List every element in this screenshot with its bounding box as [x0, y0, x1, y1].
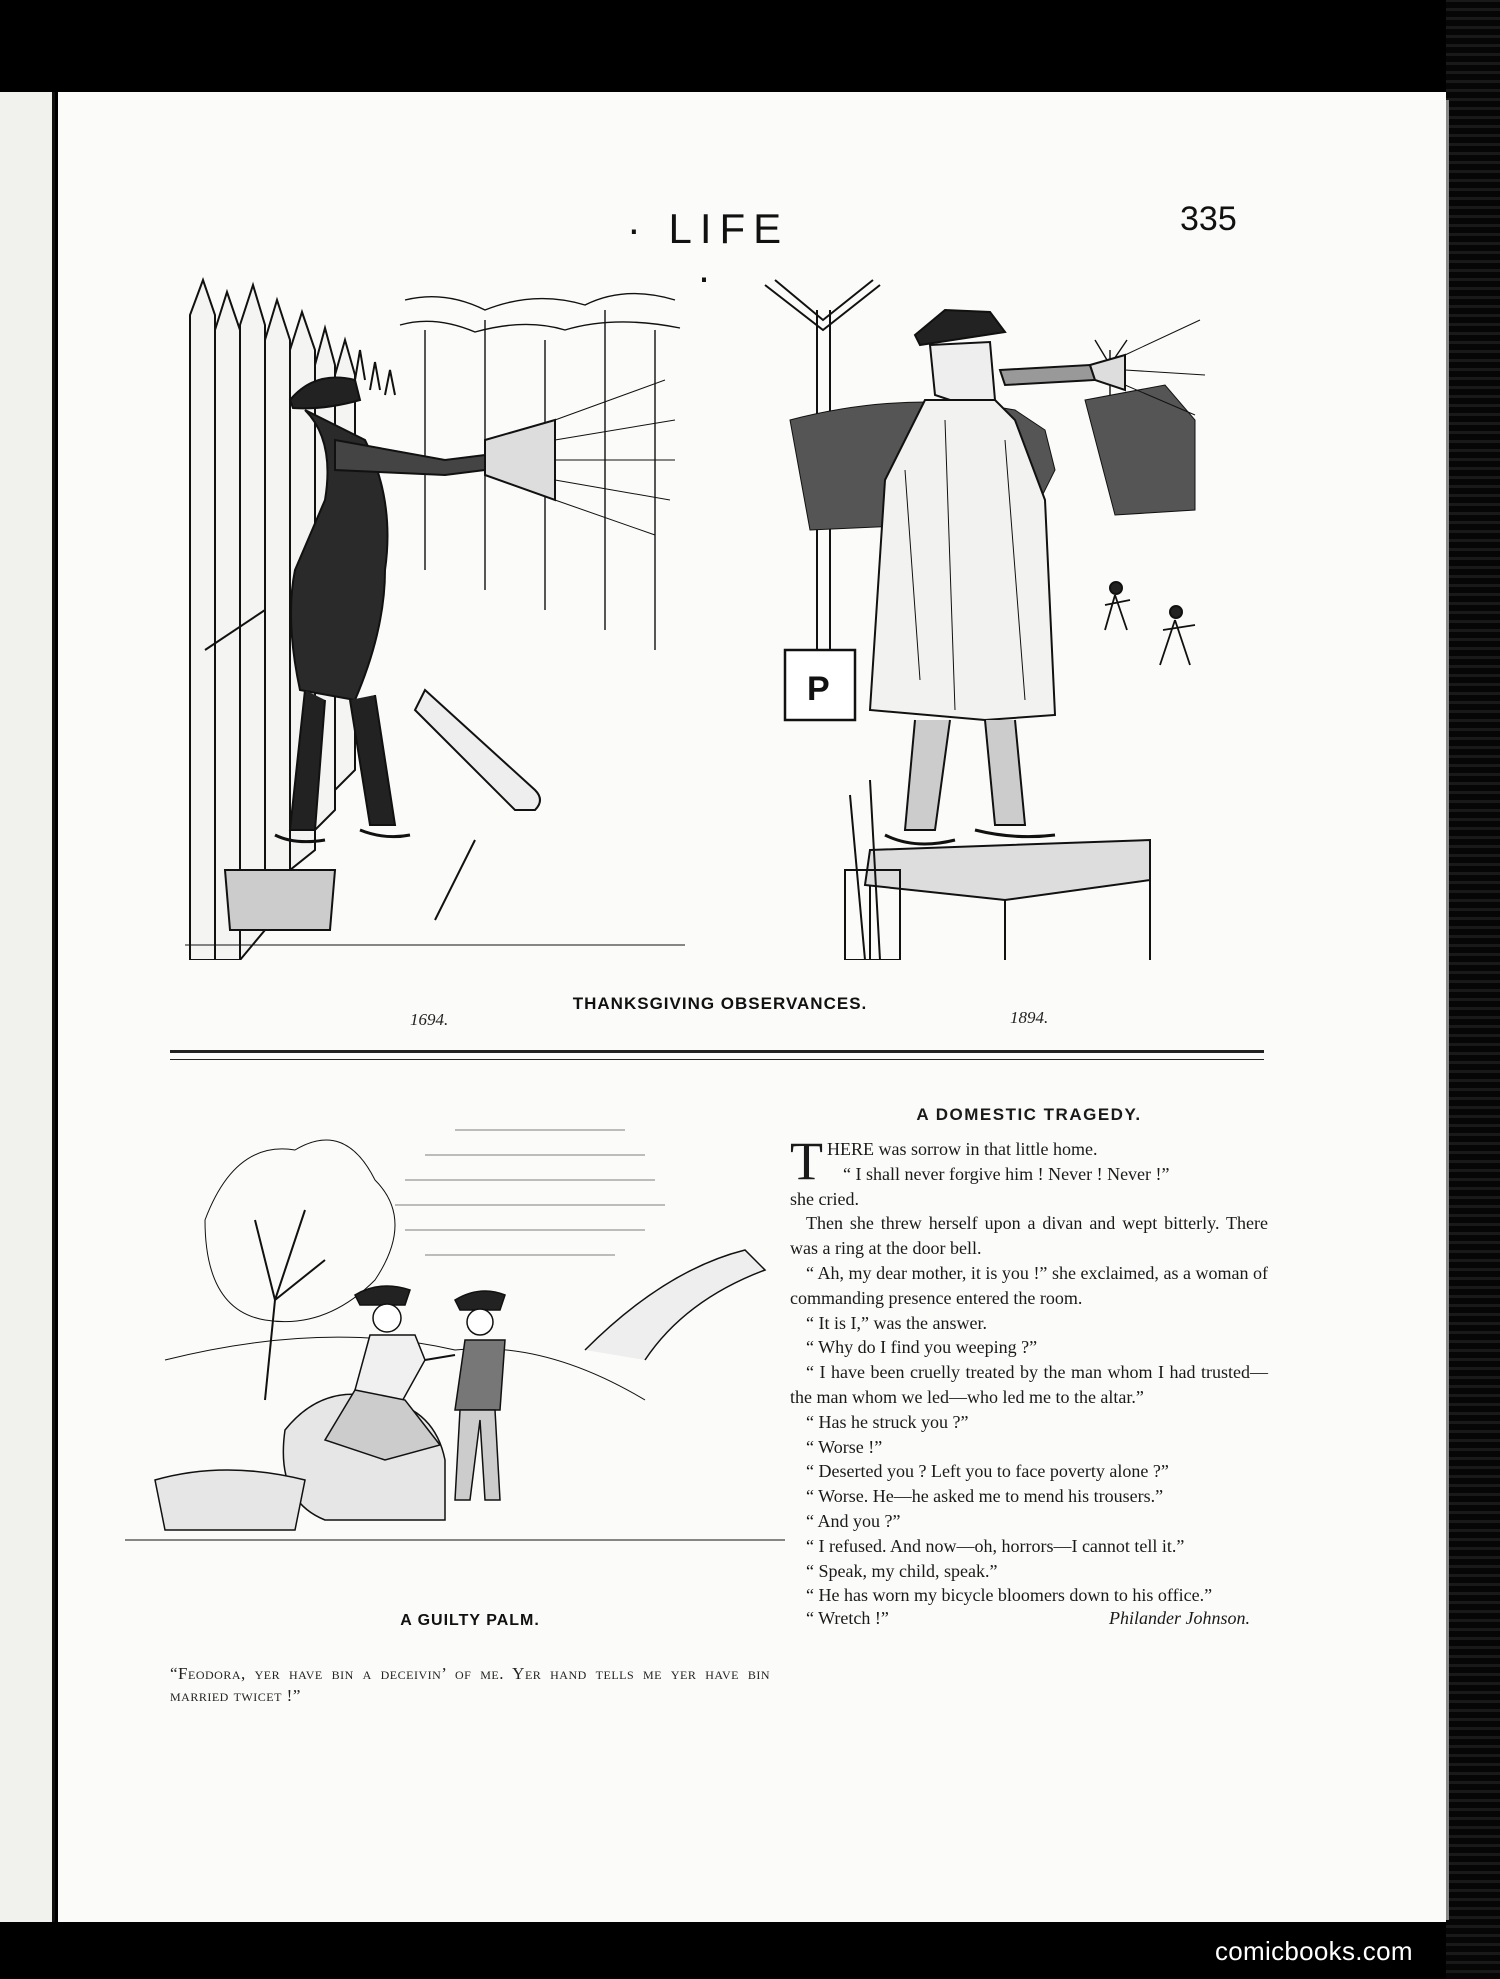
year-1894: 1894. [1010, 1008, 1049, 1027]
story-paragraph: “ It is I,” was the answer. [806, 1312, 987, 1333]
author-signature: Philander Johnson. [1109, 1608, 1250, 1629]
story-last-line: “ Wretch !” [806, 1608, 889, 1629]
story-paragraph: “ Speak, my child, speak.” [806, 1560, 998, 1581]
cartoon-caption: “Feodora, yer have bin a deceivin’ of me. Yer hand tells me yer have bin married twicet !” [170, 1664, 770, 1705]
story-paragraph: “ Deserted you ? Left you to face poverty alone ?” [806, 1461, 1169, 1482]
illustration-man-1894 [755, 270, 1270, 960]
story-paragraph: “ Ah, my dear mother, it is you !” she exclaimed, as a woman of commanding presence entered the room. [790, 1262, 1268, 1308]
top-illustration-caption: THANKSGIVING OBSERVANCES. [572, 994, 868, 1013]
story-paragraph: she cried. [790, 1188, 859, 1209]
story-paragraph: “ He has worn my bicycle bloomers down to his office.” [806, 1585, 1213, 1606]
page-number: 335 [1180, 200, 1237, 238]
story-column [790, 1105, 1268, 1633]
illustration-guilty-palm [125, 1100, 785, 1590]
story-title: A DOMESTIC TRAGEDY. [916, 1105, 1142, 1124]
story-paragraph: “ Worse !” [806, 1436, 883, 1457]
sign-letter: P [807, 670, 830, 708]
drop-cap: T [790, 1131, 823, 1191]
story-paragraph: “ Why do I find you weeping ?” [806, 1337, 1038, 1358]
story-paragraph: Then she threw herself upon a divan and wept bitterly. There was a ring at the door bell. [790, 1213, 1268, 1259]
section-divider [170, 1050, 1264, 1060]
cartoon-title: A GUILTY PALM. [400, 1612, 540, 1629]
illustration-pilgrim-1694 [185, 270, 685, 960]
year-1694: 1694. [410, 1010, 449, 1029]
story-paragraph: “ I shall never forgive him ! Never ! Never !” [843, 1163, 1170, 1184]
left-page-edge [0, 92, 55, 1922]
story-paragraph: “ And you ?” [806, 1510, 901, 1531]
book-spine-strip [1446, 0, 1500, 1979]
story-paragraph: “ Has he struck you ?” [806, 1411, 969, 1432]
story-paragraph: “ I have been cruelly treated by the man whom I had trusted—the man whom we led—who led me to the altar.” [790, 1362, 1268, 1407]
site-watermark: comicbooks.com [1215, 1936, 1413, 1966]
story-paragraph: “ Worse. He—he asked me to mend his trousers.” [806, 1486, 1164, 1507]
opening-line: HERE was sorrow in that little home. [827, 1139, 1098, 1159]
story-paragraph: “ I refused. And now—oh, horrors—I cannot tell it.” [806, 1535, 1185, 1556]
signature-row [790, 1608, 1268, 1633]
masthead: · LIFE · [626, 205, 790, 300]
